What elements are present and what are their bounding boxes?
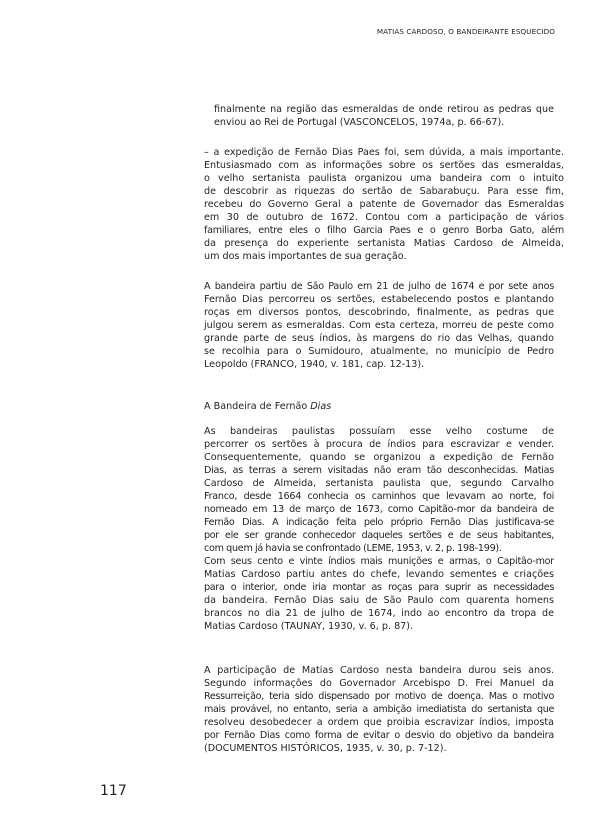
text-line: por ele ser grande conhecedor daqueles sertões e de seus habitantes, xyxy=(204,530,554,541)
text-line: da bandeira. Fernão Dias saiu de São Paulo com quarenta homens xyxy=(204,595,554,606)
page-number: 117 xyxy=(100,783,127,799)
text-line: Cardoso de Almeida, sertanista paulista que, segundo Carvalho xyxy=(204,478,554,489)
text-line: Matias Cardoso partiu antes do chefe, levando sementes e criações xyxy=(204,569,554,580)
text-line: As bandeiras paulistas possuíam esse velho costume de xyxy=(204,426,554,437)
text-line: nomeado em 13 de março de 1673, como Capitão-mor da bandeira de xyxy=(204,504,554,515)
text-line: em 30 de outubro de 1672. Contou com a participação de vários xyxy=(204,212,564,223)
text-line: roças em diversos pontos, descobrindo, finalmente, as pedras que xyxy=(204,307,554,318)
text-line: A bandeira partiu de São Paulo em 21 de julho de 1674 e por sete anos xyxy=(204,281,554,292)
text-line: julgou serem as esmeraldas. Com esta certeza, morreu de peste como xyxy=(204,320,554,331)
text-line: brancos no dia 21 de julho de 1674, indo ao encontro da tropa de xyxy=(204,608,554,619)
paragraph-participacao xyxy=(204,664,554,755)
text-line: Com seus cento e vinte índios mais munições e armas, o Capitão-mor xyxy=(204,556,554,567)
text-line: por Fernão Dias como forma de evitar o desvio do objetivo da bandeira xyxy=(204,730,554,741)
text-line: Fernão Dias. A indicação feita pelo próprio Fernão Dias justificava-se xyxy=(204,517,554,528)
quote-continuation xyxy=(214,103,554,129)
text-line: Leopoldo (FRANCO, 1940, v. 181, cap. 12-13). xyxy=(204,359,425,370)
text-line: Consequentemente, quando se organizou a expedição de Fernão xyxy=(204,452,554,463)
text-line: se recolhia para o Sumidouro, atualmente, no município de Pedro xyxy=(204,346,554,357)
text-line: familiares, entre eles o filho Garcia Paes e o genro Borba Gato, além xyxy=(204,225,564,236)
paragraph-bandeira-partiu xyxy=(204,280,554,371)
paragraph-bandeiras-paulistas xyxy=(204,425,554,633)
text-line: – a expedição de Fernão Dias Paes foi, sem dúvida, a mais importante. xyxy=(204,147,564,158)
text-line: A participação de Matias Cardoso nesta bandeira durou seis anos. xyxy=(204,665,554,676)
text-line: mais provável, no entanto, seria a ambição imediatista do sertanista que xyxy=(204,704,554,715)
text-line: Fernão Dias percorreu os sertões, estabelecendo postos e plantando xyxy=(204,294,554,305)
section-heading-italic: Dias xyxy=(310,401,332,412)
text-line: um dos mais importantes de sua geração. xyxy=(204,251,407,262)
text-line: Entusiasmado com as informações sobre os sertões das esmeraldas, xyxy=(204,160,564,171)
text-line: com quem já havia se confrontado (LEME, 1953, v. 2, p. 198-199). xyxy=(204,543,502,554)
text-line: recebeu do Governo Geral a patente de Governador das Esmeraldas xyxy=(204,199,564,210)
text-line: (DOCUMENTOS HISTÓRICOS, 1935, v. 30, p. 7-12). xyxy=(204,743,447,754)
text-line: da presença do experiente sertanista Matias Cardoso de Almeida, xyxy=(204,238,564,249)
text-line: o velho sertanista paulista organizou uma bandeira com o intuito xyxy=(204,173,564,184)
section-heading-text: A Bandeira de Fernão xyxy=(204,401,311,412)
text-line: Matias Cardoso (TAUNAY, 1930, v. 6, p. 87). xyxy=(204,621,414,632)
text-line: de descobrir as riquezas do sertão de Sabarabuçu. Para esse fim, xyxy=(204,186,564,197)
text-line: Dias, as terras a serem visitadas não eram tão desconhecidas. Matias xyxy=(204,465,554,476)
text-line: Ressurreição, teria sido dispensado por motivo de doença. Mas o motivo xyxy=(204,691,554,702)
text-line: grande parte de seus índios, às margens do rio das Velhas, quando xyxy=(204,333,554,344)
text-line: para o interior, onde iria montar as roças para suprir as necessidades xyxy=(204,582,554,593)
text-line: Segundo informações do Governador Arcebispo D. Frei Manuel da xyxy=(204,678,554,689)
text-line: percorrer os sertões à procura de índios para escravizar e vender. xyxy=(204,439,554,450)
text-line: Franco, desde 1664 conhecia os caminhos que levavam ao norte, foi xyxy=(204,491,554,502)
quote-list-item xyxy=(204,146,564,263)
running-header: MATIAS CARDOSO, O BANDEIRANTE ESQUECIDO xyxy=(376,27,555,36)
section-heading xyxy=(204,400,331,413)
text-line: enviou ao Rei de Portugal (VASCONCELOS, 1974a, p. 66-67). xyxy=(214,117,505,128)
text-line: resolveu desobedecer a ordem que proibia escravizar índios, imposta xyxy=(204,717,554,728)
text-line: finalmente na região das esmeraldas de onde retirou as pedras que xyxy=(214,104,554,115)
